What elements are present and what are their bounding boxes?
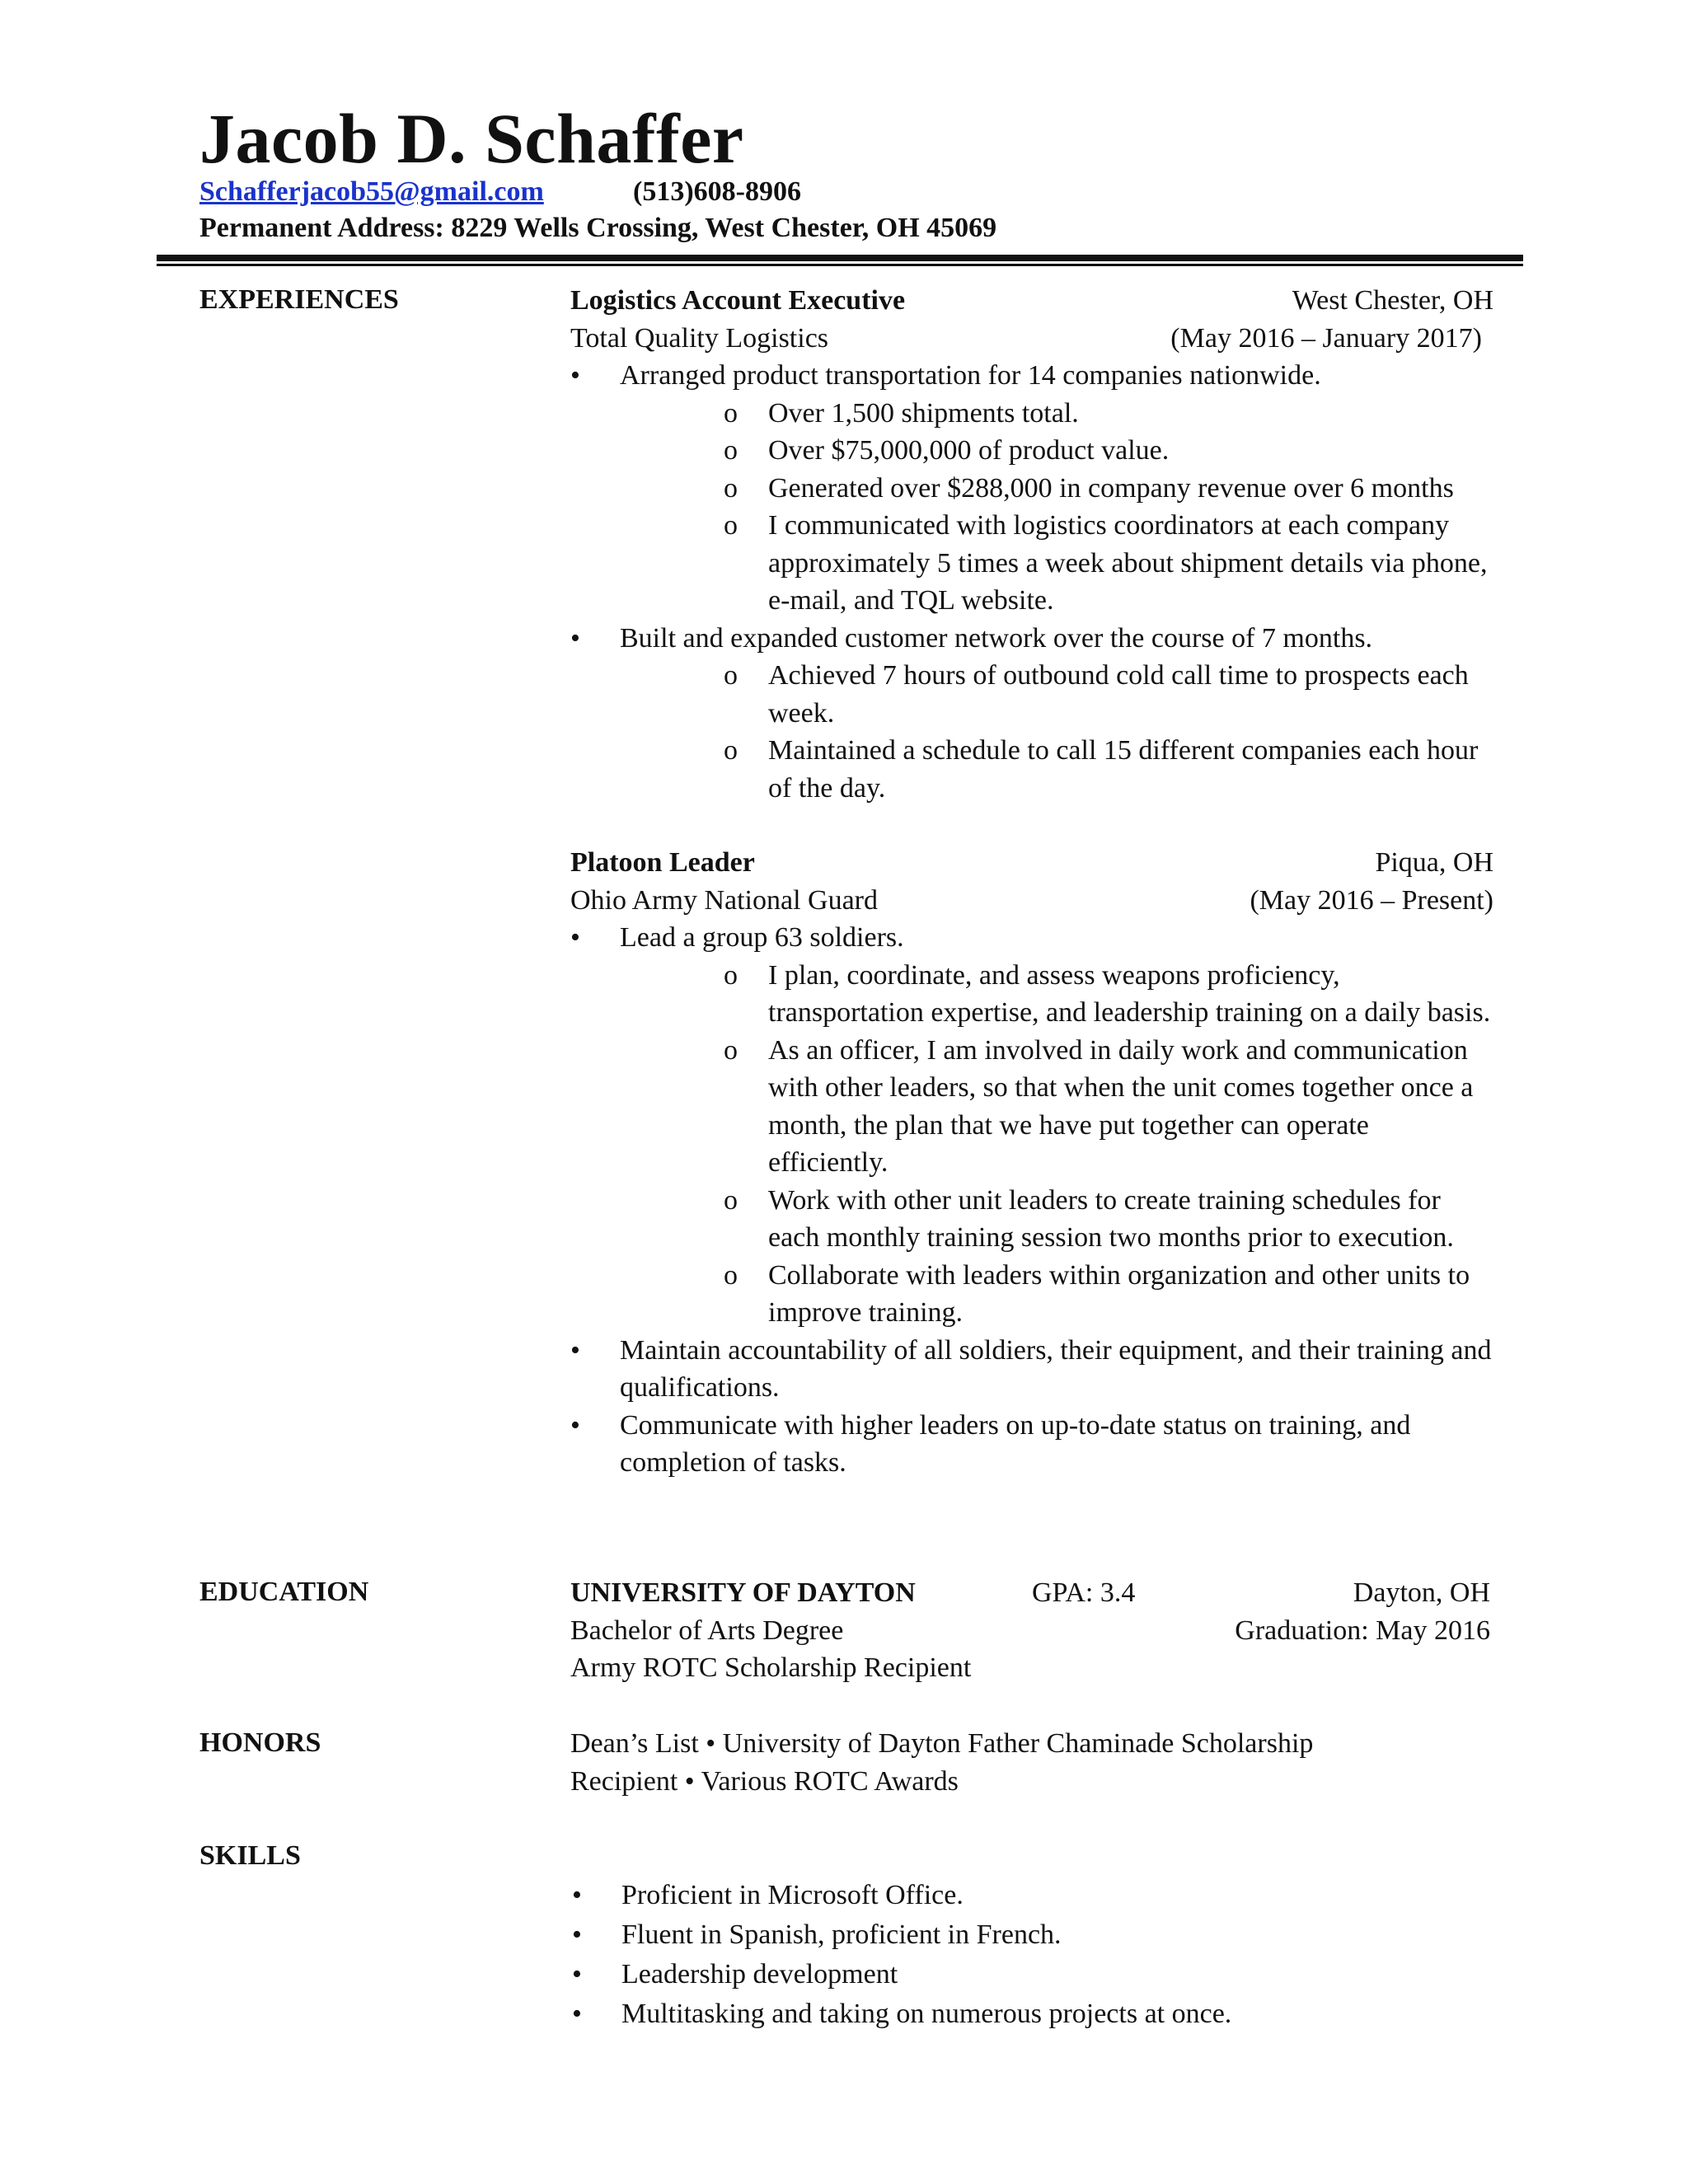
job-entry	[570, 844, 1493, 1482]
section-title-honors: HONORS	[199, 1727, 321, 1758]
skills-content	[572, 1876, 1495, 2034]
list-item: • Communicate with higher leaders on up-to-date status on training, and completion of tasks.	[570, 1407, 1493, 1482]
experiences-content	[570, 282, 1493, 1482]
job-role: Platoon Leader	[570, 847, 755, 878]
list-item: o Generated over $288,000 in company revenue over 6 months	[768, 470, 1493, 508]
job-role: Logistics Account Executive	[570, 285, 906, 316]
job-entry	[570, 282, 1493, 807]
honors-line: Recipient • Various ROTC Awards	[570, 1765, 959, 1797]
list-item: o As an officer, I am involved in daily work and communication with other leaders, so that when the unit comes together once a month, the plan that we have put together can operate efficiently.	[768, 1032, 1493, 1182]
list-item: • Multitasking and taking on numerous projects at once.	[572, 1994, 1495, 2034]
list-item: o Over $75,000,000 of product value.	[768, 432, 1493, 470]
honors-content	[570, 1725, 1493, 1800]
header-divider-thin	[157, 264, 1523, 266]
job-dates: (May 2016 – January 2017)	[1170, 322, 1482, 354]
list-item: • Built and expanded customer network over the course of 7 months. o Achieved 7 hours of outbound cold call time to prospects each week. o Maintained a schedule to call 15 different companies each hour of the day.	[570, 620, 1493, 808]
school-location: Dayton, OH	[1353, 1577, 1490, 1608]
graduation-date: Graduation: May 2016	[1235, 1615, 1490, 1646]
honors-line: Dean’s List • University of Dayton Father Chaminade Scholarship	[570, 1728, 1314, 1759]
degree: Bachelor of Arts Degree	[570, 1615, 844, 1646]
job-bullets	[570, 357, 1493, 807]
job-organization: Total Quality Logistics	[570, 322, 829, 354]
list-item: • Fluent in Spanish, proficient in French.	[572, 1915, 1495, 1955]
gpa: GPA: 3.4	[1032, 1577, 1136, 1608]
list-item: o Over 1,500 shipments total.	[768, 395, 1493, 433]
candidate-name: Jacob D. Schaffer	[199, 99, 744, 178]
sub-bullets	[620, 957, 1493, 1332]
section-title-skills: SKILLS	[199, 1840, 301, 1871]
school-name: UNIVERSITY OF DAYTON	[570, 1577, 916, 1608]
list-item: • Maintain accountability of all soldiers, their equipment, and their training and qualifications.	[570, 1332, 1493, 1407]
job-bullets	[570, 919, 1493, 1482]
section-title-experiences: EXPERIENCES	[199, 284, 399, 315]
list-item: • Arranged product transportation for 14 companies nationwide. o Over 1,500 shipments total. o Over $75,000,000 of product value. o Generated over $288,000 in company revenue over 6 months o I communicated with logistics coordinators at each company approximately 5 times a week about shipment details via phone, e-mail, and TQL website.	[570, 357, 1493, 620]
job-location: West Chester, OH	[1292, 285, 1493, 316]
phone-number: (513)608-8906	[633, 176, 801, 207]
section-title-education: EDUCATION	[199, 1577, 369, 1607]
list-item: o I plan, coordinate, and assess weapons proficiency, transportation expertise, and leadership training on a daily basis.	[768, 957, 1493, 1032]
list-item: o Maintained a schedule to call 15 different companies each hour of the day.	[768, 732, 1493, 807]
scholarship: Army ROTC Scholarship Recipient	[570, 1652, 972, 1683]
list-item: o Collaborate with leaders within organization and other units to improve training.	[768, 1257, 1493, 1332]
job-location: Piqua, OH	[1375, 847, 1493, 878]
sub-bullets	[620, 395, 1493, 620]
permanent-address: Permanent Address: 8229 Wells Crossing, West Chester, OH 45069	[199, 213, 997, 243]
list-item: • Leadership development	[572, 1955, 1495, 1994]
list-item: • Lead a group 63 soldiers. o I plan, coordinate, and assess weapons proficiency, transportation expertise, and leadership training on a daily basis. o As an officer, I am involved in daily work and communication with other leaders, so that when the unit comes together once a month, the plan that we have put together can operate efficiently. o Work with other unit leaders to create training schedules for each monthly training session two months prior to execution. o Collaborate with leaders within organization and other units to improve training.	[570, 919, 1493, 1332]
header-divider-thick	[157, 255, 1523, 261]
list-item: o I communicated with logistics coordinators at each company approximately 5 times a week about shipment details via phone, e-mail, and TQL website.	[768, 507, 1493, 620]
skills-list	[572, 1876, 1495, 2034]
contact-line	[199, 175, 801, 209]
email-link[interactable]: Schafferjacob55@gmail.com	[199, 176, 544, 207]
list-item: • Proficient in Microsoft Office.	[572, 1876, 1495, 1915]
sub-bullets	[620, 657, 1493, 807]
job-dates: (May 2016 – Present)	[1250, 884, 1493, 916]
education-content	[570, 1574, 1493, 1687]
list-item: o Achieved 7 hours of outbound cold call time to prospects each week.	[768, 657, 1493, 732]
job-organization: Ohio Army National Guard	[570, 884, 878, 916]
list-item: o Work with other unit leaders to create training schedules for each monthly training session two months prior to execution.	[768, 1182, 1493, 1257]
